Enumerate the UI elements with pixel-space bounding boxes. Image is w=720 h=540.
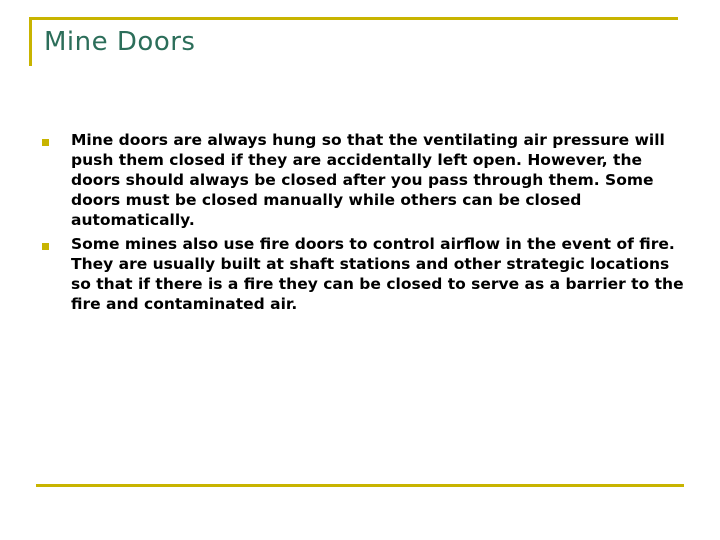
bullet-item: [40, 130, 685, 230]
bullet-list: [40, 130, 685, 318]
square-bullet-icon: [42, 139, 49, 146]
title-frame-left-line: [29, 17, 32, 66]
title-frame-top-line: [29, 17, 678, 20]
bullet-text: Some mines also use fire doors to control airflow in the event of fire. They are usually built at shaft stations and other strategic locations so that if there is a fire they can be closed to serve as a barrier to the fire and contaminated air.: [71, 235, 684, 313]
bullet-item: [40, 234, 685, 314]
square-bullet-icon: [42, 243, 49, 250]
footer-divider-line: [36, 484, 684, 487]
bullet-text: Mine doors are always hung so that the ventilating air pressure will push them closed if they are accidentally left open. However, the doors should always be closed after you pass through them. Some doors must be closed manually while others can be closed automatically.: [71, 131, 665, 229]
slide-title: Mine Doors: [44, 27, 196, 57]
